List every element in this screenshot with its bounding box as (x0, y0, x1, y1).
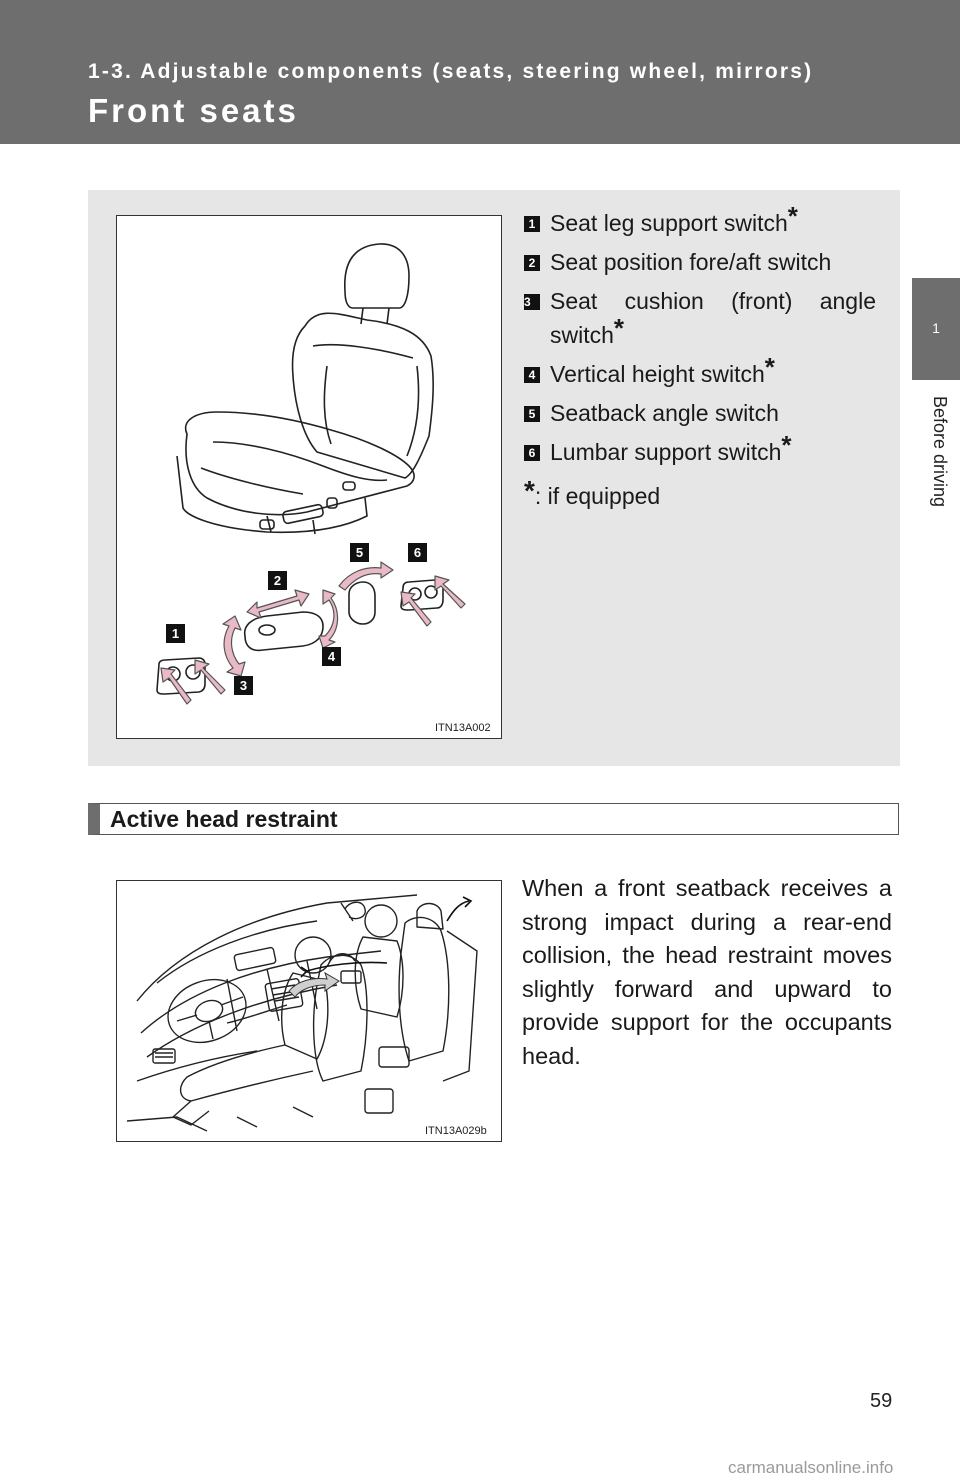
cabin-drawing (117, 881, 501, 1141)
cabin-illustration (116, 880, 502, 1142)
legend-item (524, 352, 876, 391)
figure-code: ITN13A029b (425, 1125, 487, 1137)
legend-number: 3 (524, 294, 540, 310)
chapter-number: 1 (932, 320, 940, 336)
legend-number: 5 (524, 406, 540, 422)
legend-text: Seat cushion (front) angle switch (550, 288, 876, 348)
legend-item (524, 396, 876, 430)
section-heading: Active head restraint (88, 803, 899, 835)
callout-6: 6 (413, 545, 422, 560)
page-header (0, 0, 960, 144)
footnote (524, 474, 876, 513)
switch-legend (524, 201, 876, 513)
page-title: Front seats (88, 92, 299, 129)
footnote-mark: * (787, 201, 798, 231)
body-paragraph: When a front seatback receives a strong impact during a rear-end collision, the head restraint moves slightly forward and upward to provide support for the occupants head. (522, 875, 892, 1069)
callout-5: 5 (355, 545, 364, 560)
legend-number: 2 (524, 255, 540, 271)
footnote-mark: * (613, 313, 625, 343)
footnote-mark: * (764, 352, 775, 382)
footnote-star: * (524, 475, 535, 506)
legend-item (524, 284, 876, 352)
watermark: carmanualsonline.info (728, 1458, 894, 1477)
legend-text: Seat position fore/aft switch (550, 249, 832, 275)
legend-number: 4 (524, 367, 540, 383)
legend-number: 6 (524, 445, 540, 461)
seat-illustration (116, 215, 502, 739)
figure-code: ITN13A002 (435, 722, 491, 734)
legend-item (524, 245, 876, 279)
legend-text: Seat leg support switch (550, 210, 788, 236)
legend-item (524, 201, 876, 240)
chapter-tab (912, 278, 960, 380)
section-title: 1-3. Adjustable components (seats, steering wheel, mirrors) (88, 60, 814, 83)
chapter-label: Before driving (930, 396, 950, 508)
callout-3: 3 (239, 678, 248, 693)
legend-number: 1 (524, 216, 540, 232)
seat-drawing (117, 216, 501, 738)
legend-text: Lumbar support switch (550, 439, 782, 465)
callout-4: 4 (327, 649, 336, 664)
callout-1: 1 (171, 626, 180, 641)
callout-2: 2 (273, 573, 282, 588)
footnote-text: : if equipped (534, 483, 661, 509)
legend-item (524, 430, 876, 469)
legend-text: Seatback angle switch (550, 400, 779, 426)
page-number: 59 (870, 1390, 893, 1412)
legend-text: Vertical height switch (550, 361, 765, 387)
footnote-mark: * (781, 430, 792, 460)
